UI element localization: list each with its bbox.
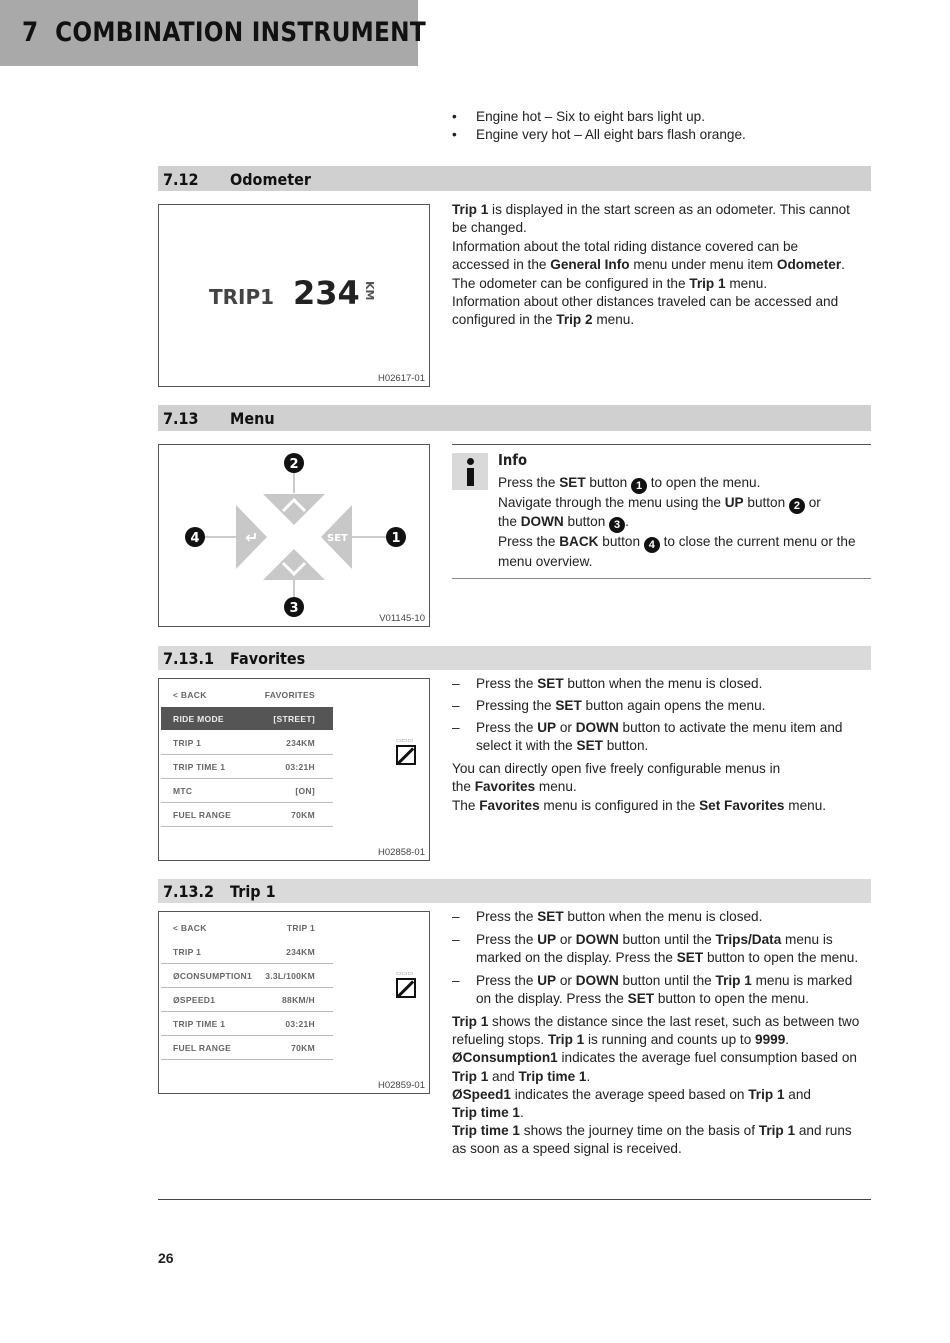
svg-text:SET: SET (327, 533, 348, 544)
bold-term: Trip 1 (758, 1123, 796, 1139)
trip-value: 234 (293, 274, 360, 312)
text-run: or (804, 494, 821, 510)
text-run: indicates the average speed based on (510, 1086, 749, 1102)
step-item (452, 697, 765, 715)
bold-term: Odometer (776, 257, 842, 273)
text-line (452, 1068, 859, 1086)
text-line (476, 719, 842, 737)
text-run: select it with the (476, 738, 577, 754)
text-run: or (556, 973, 576, 988)
callout-number: 2 (789, 498, 805, 514)
menu-row (161, 988, 333, 1012)
menu-row-label: TRIP TIME 1 (173, 762, 226, 772)
text-run: button (563, 514, 610, 530)
menu-row-label: MTC (173, 786, 193, 796)
menu-row-value: 70KM (291, 1043, 315, 1053)
bold-term: UP (724, 494, 744, 510)
text-run: Press the (476, 932, 538, 947)
bold-term: SET (555, 698, 582, 713)
menu-row-label: < BACK (173, 690, 207, 700)
fuel-icon (396, 745, 416, 765)
text-run: and runs (795, 1123, 852, 1139)
menu-row (161, 940, 333, 964)
text-run: Press the (476, 973, 538, 988)
text-line (452, 201, 850, 219)
text-run: . (586, 1068, 591, 1084)
text-line (498, 513, 856, 533)
text-run: to open the menu. (647, 475, 761, 490)
menu-row (161, 779, 333, 803)
menu-buttons-figure (158, 444, 430, 627)
text-run: marked on the display. Press the (476, 950, 677, 966)
menu-row-value: 70KM (291, 810, 315, 820)
trip1-figure: < BACK TRIP 1 TRIP 1 234KM ØCONSUMPTION1 3.3L/100KM ØSPEED1 88KM/H TRIP TIME 1 03:21H FUEL RANGE 70KM ▭▭▭ H02859-01 (158, 911, 430, 1094)
bold-term: Trip 1 (547, 1032, 585, 1048)
text-run: Information about the total riding distance covered can be (452, 238, 799, 254)
text-run: button again opens the menu. (581, 698, 766, 713)
text-line (476, 908, 762, 926)
text-run: Press the (476, 720, 538, 735)
menu-row (161, 916, 333, 939)
section-heading-favorites: 7.13.1 Favorites (158, 646, 871, 670)
bold-term: ØSpeed1 (452, 1086, 511, 1102)
text-run: and (784, 1086, 811, 1102)
odometer-description (452, 201, 850, 330)
bold-term: SET (676, 950, 704, 966)
text-run: indicates the average fuel consumption based on (557, 1050, 857, 1066)
trip1-description (452, 1013, 859, 1159)
text-line (452, 760, 826, 778)
menu-row-label: FUEL RANGE (173, 1043, 232, 1053)
text-run: menu. (592, 312, 635, 328)
menu-row-value: 03:21H (285, 762, 315, 772)
text-line (452, 256, 850, 274)
text-line (452, 1049, 859, 1067)
text-line (452, 275, 850, 293)
chapter-number: 7 (22, 17, 39, 48)
text-line (498, 553, 856, 573)
menu-row (161, 803, 333, 827)
text-run: Pressing the (476, 698, 556, 713)
bold-term: Trip 1 (689, 275, 726, 291)
dash-marker: – (452, 698, 460, 713)
bold-term: UP (537, 932, 557, 947)
text-run: button until the (618, 932, 716, 947)
bold-term: UP (537, 720, 557, 735)
callout-number: 1 (631, 478, 647, 494)
dash-marker: – (452, 720, 460, 735)
text-run: Press the (476, 909, 538, 924)
menu-row-label: ØCONSUMPTION1 (173, 971, 252, 981)
text-run: button. (602, 738, 649, 754)
info-divider-top (452, 444, 871, 445)
text-run: The (452, 797, 480, 813)
text-run: or (556, 932, 576, 947)
text-line (452, 778, 826, 796)
trip-unit: KM (363, 281, 376, 301)
text-line (452, 311, 850, 329)
callout-4: 4 (190, 531, 200, 546)
dash-marker: – (452, 676, 460, 691)
dash-marker: – (452, 973, 460, 988)
text-run: menu. (784, 797, 827, 813)
info-icon (452, 453, 488, 490)
bold-term: 9999 (755, 1032, 786, 1048)
bold-term: Trip 1 (715, 973, 752, 988)
text-run: to close the current menu or the (659, 534, 856, 550)
callout-number: 4 (644, 537, 660, 553)
text-line (476, 990, 852, 1008)
bold-term: Trips/Data (715, 932, 782, 947)
text-run: Information about other distances traveled can be accessed and (452, 293, 839, 309)
text-run: . (785, 1032, 790, 1048)
bold-term: Trip 2 (556, 312, 593, 328)
menu-row-value: 88KM/H (282, 995, 315, 1005)
text-line (452, 219, 850, 237)
bold-term: Trip time 1 (452, 1123, 520, 1139)
menu-row-label: TRIP 1 (173, 738, 202, 748)
callout-2: 2 (289, 457, 299, 472)
text-run: button (598, 534, 644, 550)
menu-row-value: [STREET] (273, 714, 315, 724)
text-line (452, 1104, 859, 1122)
text-run: The odometer can be configured in the (452, 275, 690, 291)
menu-row-value: 3.3L/100KM (265, 971, 315, 981)
fuel-icon (396, 978, 416, 998)
text-run: menu. (535, 779, 577, 795)
info-text (498, 474, 856, 572)
menu-row (161, 731, 333, 755)
menu-row (161, 1036, 333, 1060)
bold-term: DOWN (575, 973, 619, 988)
step-item (452, 719, 842, 756)
bold-term: General Info (550, 257, 630, 273)
text-run: . (841, 257, 845, 273)
text-line (476, 737, 842, 755)
text-run: You can directly open five freely configurable menus in (452, 761, 781, 776)
text-line (452, 293, 850, 311)
bold-term: BACK (559, 534, 599, 550)
text-run: accessed in the (452, 257, 551, 273)
dash-marker: – (452, 909, 460, 924)
bold-term: Favorites (479, 797, 540, 813)
text-line (452, 1086, 859, 1104)
step-item (452, 908, 762, 926)
bold-term: DOWN (575, 932, 619, 947)
menu-row (161, 707, 333, 730)
text-line (476, 949, 858, 967)
bold-term: Trip time 1 (518, 1068, 587, 1084)
info-divider-bottom (452, 578, 871, 579)
favorites-description (452, 760, 826, 815)
text-run: button until the (618, 973, 716, 988)
text-run: and (488, 1068, 519, 1084)
text-line (476, 697, 765, 715)
callout-3: 3 (289, 601, 299, 616)
bold-term: SET (627, 991, 655, 1007)
text-run: . (520, 1104, 524, 1120)
menu-row (161, 964, 333, 988)
text-run: configured in the (452, 312, 557, 328)
page-number: 26 (158, 1250, 174, 1266)
text-line (476, 972, 852, 990)
bold-term: SET (537, 909, 564, 924)
bold-term: Trip 1 (748, 1086, 785, 1102)
text-run: Press the (498, 534, 560, 550)
text-run: as soon as a speed signal is received. (452, 1141, 682, 1157)
text-line (498, 474, 856, 494)
callout-1: 1 (391, 531, 401, 546)
text-run: button (743, 494, 789, 510)
text-run: menu is configured in the (539, 797, 700, 813)
text-run: or (556, 720, 576, 735)
text-line (476, 931, 858, 949)
menu-row-label: TRIP TIME 1 (173, 1019, 226, 1029)
bold-term: UP (537, 973, 557, 988)
text-run: is displayed in the start screen as an odometer. This cannot (488, 202, 850, 217)
bold-term: SET (576, 738, 603, 754)
figure-code: H02858-01 (377, 847, 425, 858)
text-line (498, 533, 856, 553)
menu-row-value: TRIP 1 (286, 923, 315, 933)
text-run: button when the menu is closed. (563, 909, 763, 924)
text-run: Press the (498, 475, 560, 490)
menu-row-label: TRIP 1 (173, 947, 202, 957)
chapter-header (0, 0, 426, 66)
text-line (452, 1140, 859, 1158)
menu-row-value: [ON] (295, 786, 315, 796)
favorites-figure: < BACK FAVORITES RIDE MODE [STREET] TRIP 1 234KM TRIP TIME 1 03:21H MTC [ON] FUEL RANGE 70KM ▭▭▭ H02858-01 (158, 678, 430, 861)
menu-row (161, 683, 333, 706)
footer-rule (158, 1199, 871, 1200)
text-run: button to activate the menu item and (618, 720, 843, 735)
info-heading: Info (498, 451, 528, 469)
menu-row-label: FUEL RANGE (173, 810, 232, 820)
menu-row-label: RIDE MODE (173, 714, 224, 724)
text-run: menu overview. (498, 553, 593, 569)
menu-row-value: FAVORITES (264, 690, 315, 700)
menu-row-value: 234KM (286, 947, 315, 957)
figure-code: V01145-10 (379, 613, 425, 624)
button-diagram (159, 445, 429, 626)
menu-row-label: ØSPEED1 (173, 995, 216, 1005)
text-run: the (452, 779, 475, 795)
bold-term: Set Favorites (699, 797, 785, 813)
text-line (498, 494, 856, 514)
section-heading-menu: 7.13 Menu (158, 405, 871, 431)
menu-row (161, 755, 333, 779)
bold-term: Favorites (474, 779, 536, 795)
bold-term: ØConsumption1 (452, 1050, 558, 1066)
bold-term: Trip time 1 (452, 1104, 520, 1120)
step-item (452, 675, 762, 693)
text-run: Navigate through the menu using the (498, 494, 725, 510)
bold-term: DOWN (575, 720, 619, 735)
figure-code: H02859-01 (377, 1080, 425, 1091)
text-run: button to open the menu. (654, 991, 810, 1007)
menu-row-label: < BACK (173, 923, 207, 933)
odometer-figure (158, 204, 430, 387)
dash-marker: – (452, 932, 460, 947)
text-run: menu is (781, 932, 833, 947)
text-line (452, 1013, 859, 1031)
text-run: shows the distance since the last reset, such as between two (488, 1014, 860, 1029)
text-line (452, 1122, 859, 1140)
menu-row (161, 1012, 333, 1036)
text-run: be changed. (452, 220, 527, 236)
text-line (476, 675, 762, 693)
callout-number: 3 (609, 517, 625, 533)
text-run: button when the menu is closed. (563, 676, 763, 691)
figure-code: H02617-01 (377, 373, 425, 384)
trip-label: TRIP1 (209, 285, 275, 309)
text-run: menu. (725, 275, 768, 291)
text-run: button to open the menu. (703, 950, 859, 966)
bold-term: DOWN (520, 514, 564, 530)
text-run: the (498, 514, 521, 530)
bold-term: SET (537, 676, 564, 691)
text-run: menu is marked (751, 973, 853, 988)
back-icon: ↵ (245, 528, 259, 547)
text-run: Press the (476, 676, 538, 691)
text-line (452, 1031, 859, 1049)
bold-term: Trip 1 (452, 1068, 489, 1084)
text-run: on the display. Press the (476, 991, 628, 1007)
text-line (452, 238, 850, 256)
menu-row-value: 03:21H (285, 1019, 315, 1029)
bold-term: Trip 1 (452, 202, 489, 217)
menu-row-value: 234KM (286, 738, 315, 748)
text-run: button (585, 475, 631, 490)
section-heading-odometer: 7.12 Odometer (158, 166, 871, 191)
chapter-title: COMBINATION INSTRUMENT (55, 17, 426, 48)
bold-term: Trip 1 (452, 1014, 489, 1029)
step-item (452, 972, 852, 1009)
bold-term: SET (559, 475, 586, 490)
step-item (452, 931, 858, 968)
text-run: refueling stops. (452, 1032, 548, 1048)
text-run: . (625, 514, 629, 530)
text-run: shows the journey time on the basis of (520, 1123, 759, 1139)
text-run: menu under menu item (629, 257, 777, 273)
text-line (452, 797, 826, 815)
section-heading-trip1: 7.13.2 Trip 1 (158, 879, 871, 903)
text-run: is running and counts up to (584, 1032, 756, 1048)
